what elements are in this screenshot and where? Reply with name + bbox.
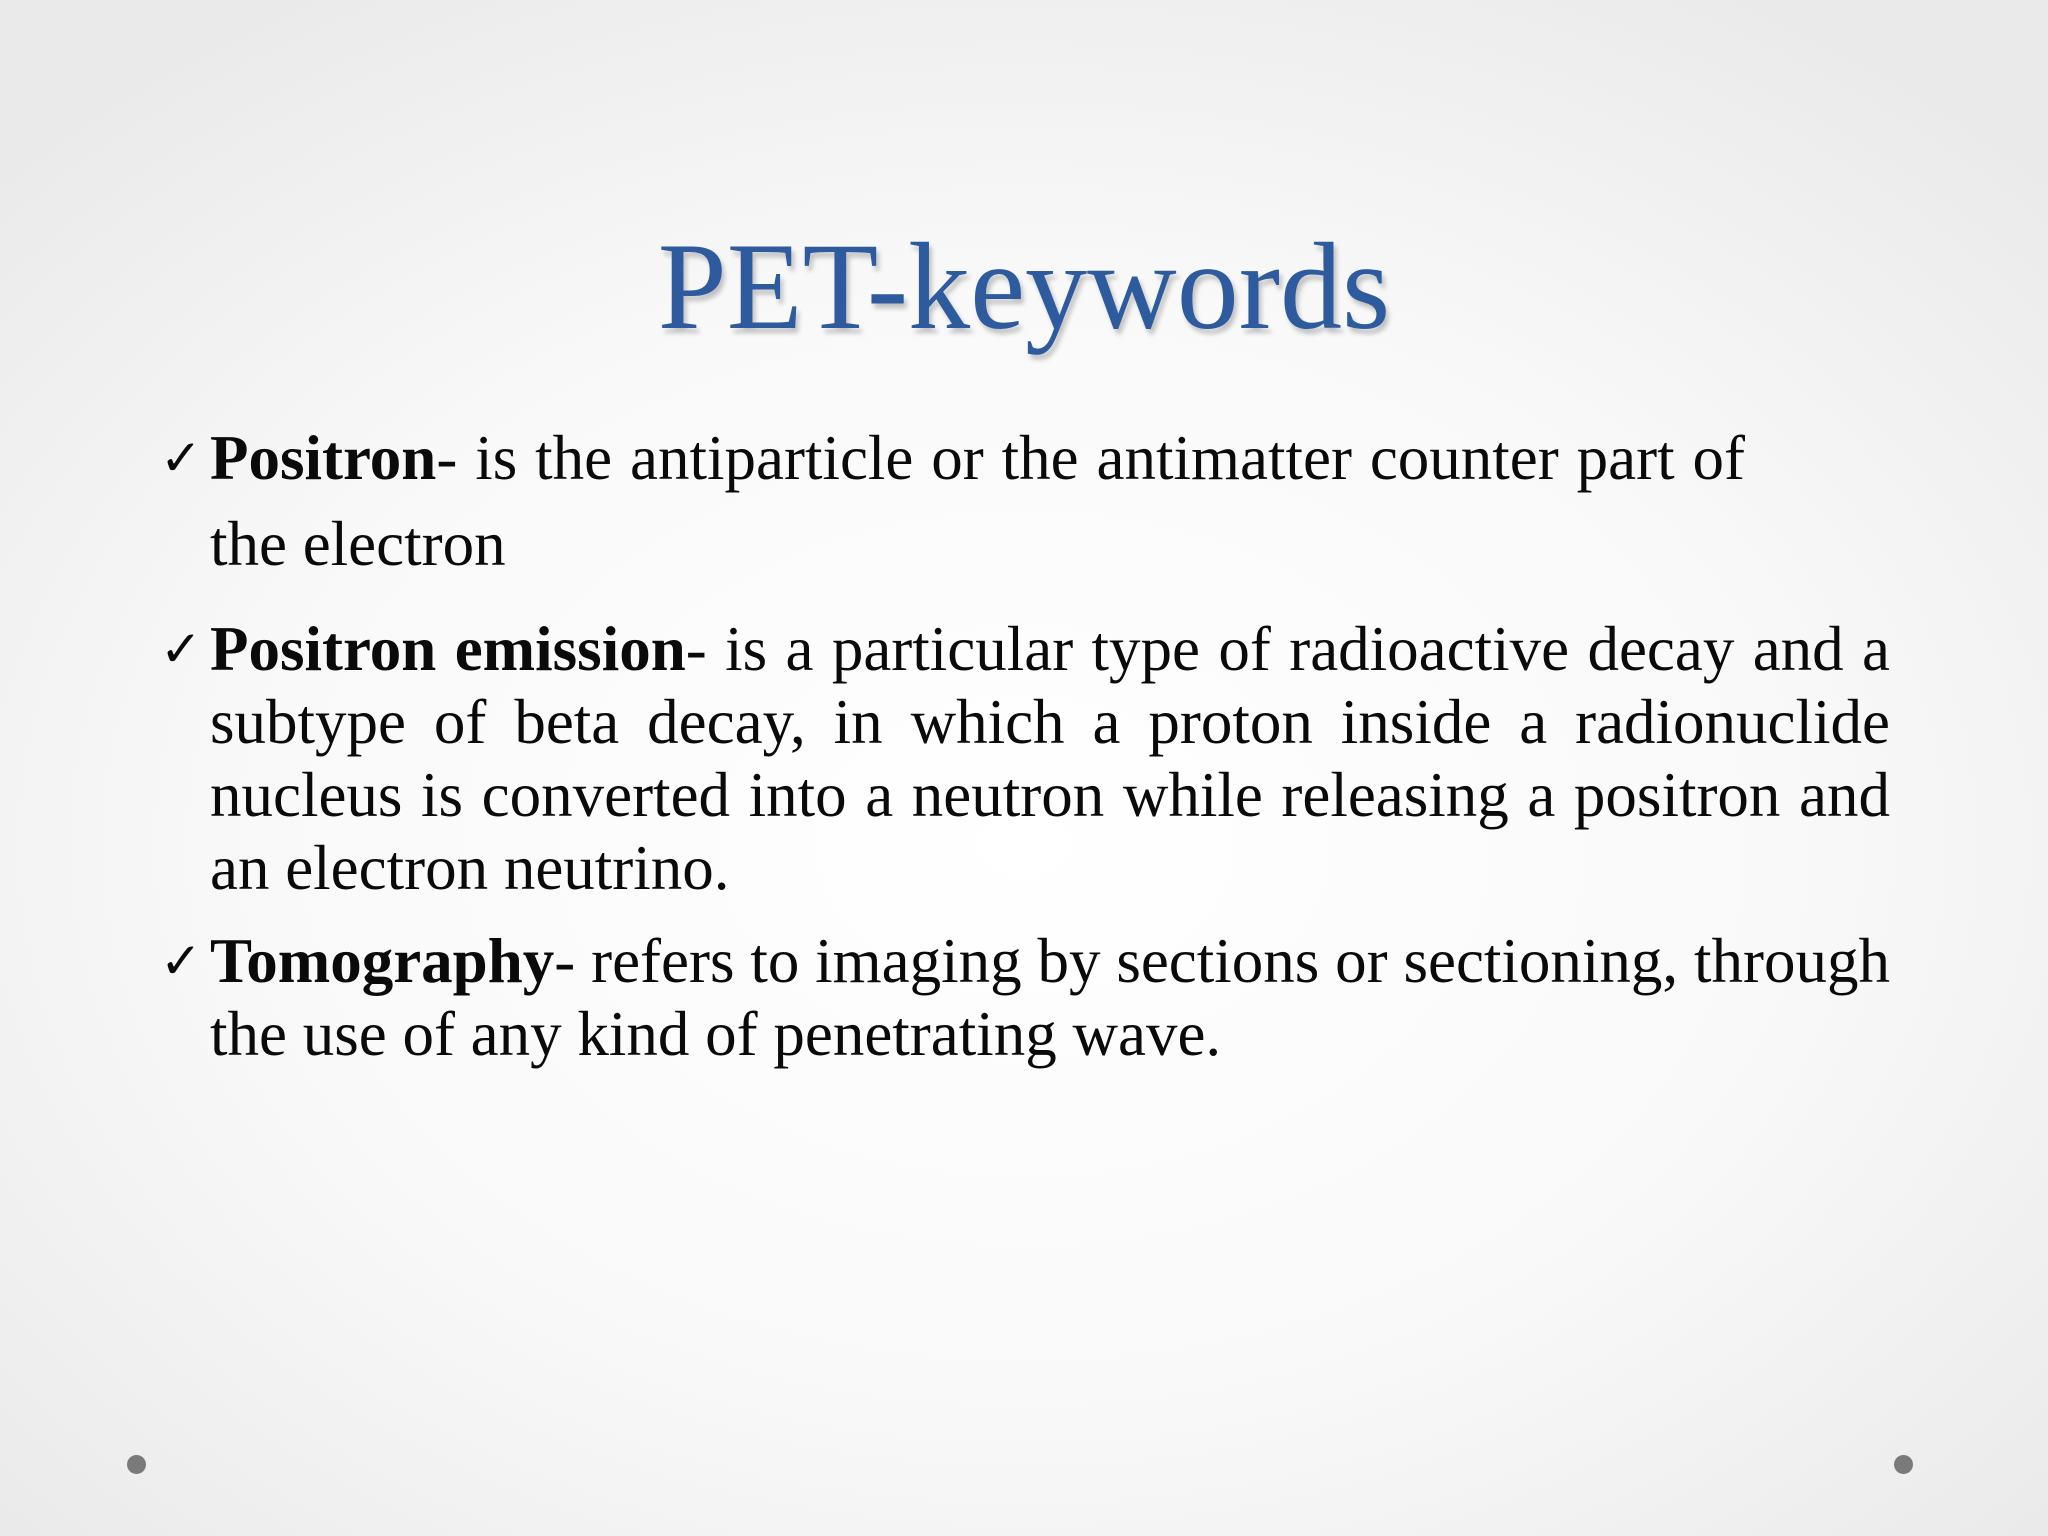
bullet-tomography: [160, 925, 1890, 1071]
decorative-dot-left: [127, 1455, 146, 1474]
slide-title: PET-keywords: [657, 218, 1391, 355]
bullet-text: - refers to imaging by sections or sectioning, through the use of any kind of penetrating wave.: [210, 926, 1890, 1069]
bullet-term: Tomography: [210, 926, 555, 996]
bullet-text: - is a particular type of radioactive decay and a subtype of beta decay, in which a proton inside a radionuclide nucleus is converted into a neutron while releasing a positron and an electron neutrino.: [210, 614, 1890, 903]
checkmark-icon: ✓: [160, 932, 202, 990]
keyword-list: [160, 415, 1890, 1091]
checkmark-icon: ✓: [160, 429, 202, 487]
bullet-term: Positron emission: [210, 614, 686, 684]
bullet-positron-emission: [160, 613, 1890, 905]
bullet-text: - is the antiparticle or the antimatter counter part of the electron: [210, 423, 1745, 579]
checkmark-icon: ✓: [160, 620, 202, 678]
bullet-positron: [160, 415, 1745, 587]
bullet-term: Positron: [210, 423, 437, 493]
decorative-dot-right: [1894, 1455, 1913, 1474]
